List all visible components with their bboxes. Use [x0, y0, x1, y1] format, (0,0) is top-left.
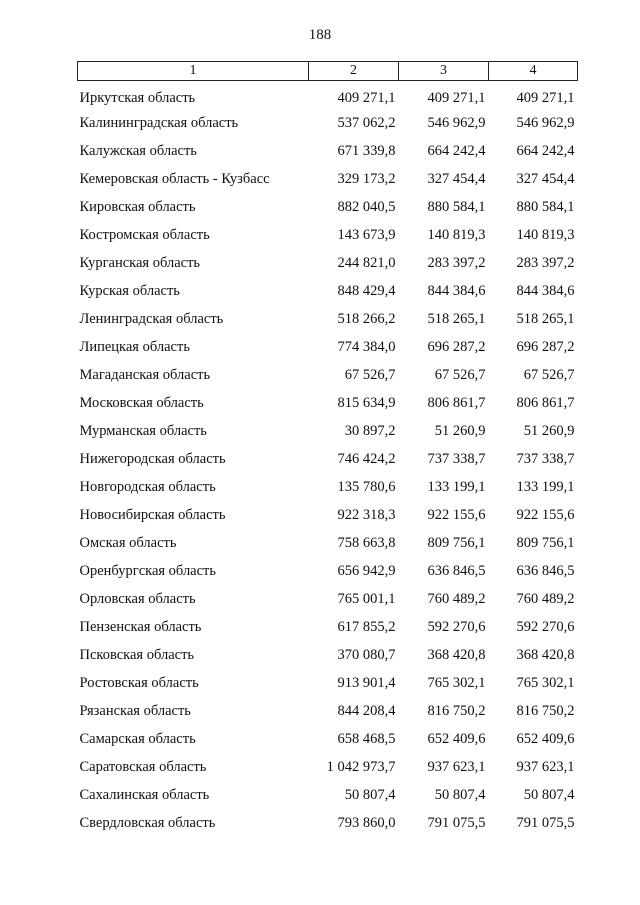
- value-col2-cell: 370 080,7: [337, 647, 396, 663]
- value-col2-cell: 658 468,5: [337, 731, 396, 747]
- value-col4-cell: 50 807,4: [523, 787, 575, 803]
- value-col3-cell: 50 807,4: [434, 787, 486, 803]
- value-col2-cell: 774 384,0: [337, 339, 396, 355]
- value-col4-cell: 816 750,2: [516, 703, 575, 719]
- value-col3-cell: 816 750,2: [427, 703, 486, 719]
- table-row: [78, 641, 578, 669]
- table-row: [78, 809, 578, 837]
- value-col2-cell: 617 855,2: [337, 619, 396, 635]
- value-col4-cell: 67 526,7: [523, 367, 575, 383]
- page-number: 188: [308, 27, 332, 43]
- table-row: [78, 585, 578, 613]
- value-col2-cell: 537 062,2: [337, 115, 396, 131]
- value-col3-cell: 592 270,6: [427, 619, 486, 635]
- value-col2-cell: 518 266,2: [337, 311, 396, 327]
- table-row: [78, 333, 578, 361]
- value-col4-cell: 140 819,3: [516, 227, 575, 243]
- table-row: [78, 361, 578, 389]
- value-col2-cell: 913 901,4: [337, 675, 396, 691]
- value-col3-cell: 922 155,6: [427, 507, 486, 523]
- region-name-cell: Нижегородская область: [79, 451, 226, 467]
- table-row: [78, 501, 578, 529]
- value-col4-cell: 518 265,1: [516, 311, 575, 327]
- region-name-cell: Московская область: [79, 395, 204, 411]
- region-name-cell: Курская область: [79, 283, 180, 299]
- table-row: [78, 473, 578, 501]
- column-header-4: 4: [489, 62, 578, 81]
- value-col4-cell: 636 846,5: [516, 563, 575, 579]
- value-col2-cell: 746 424,2: [337, 451, 396, 467]
- table-row: [78, 137, 578, 165]
- table-row: [78, 109, 578, 137]
- region-name-cell: Липецкая область: [79, 339, 190, 355]
- value-col3-cell: 760 489,2: [427, 591, 486, 607]
- value-col4-cell: 51 260,9: [523, 423, 575, 439]
- region-name-cell: Ростовская область: [79, 675, 199, 691]
- value-col3-cell: 737 338,7: [427, 451, 486, 467]
- value-col2-cell: 793 860,0: [337, 815, 396, 831]
- table-row: [78, 305, 578, 333]
- value-col3-cell: 67 526,7: [434, 367, 486, 383]
- table-row: [78, 221, 578, 249]
- value-col2-cell: 815 634,9: [337, 395, 396, 411]
- table-header: [78, 62, 578, 81]
- value-col4-cell: 327 454,4: [516, 171, 575, 187]
- regions-table: [77, 61, 578, 837]
- value-col4-cell: 409 271,1: [516, 90, 575, 106]
- table-row: [78, 445, 578, 473]
- table-row: [78, 697, 578, 725]
- value-col4-cell: 546 962,9: [516, 115, 575, 131]
- value-col4-cell: 937 623,1: [516, 759, 575, 775]
- value-col4-cell: 809 756,1: [516, 535, 575, 551]
- region-name-cell: Псковская область: [79, 647, 195, 663]
- header-row: [78, 62, 578, 81]
- value-col3-cell: 652 409,6: [427, 731, 486, 747]
- value-col4-cell: 592 270,6: [516, 619, 575, 635]
- value-col3-cell: 664 242,4: [427, 143, 486, 159]
- value-col3-cell: 51 260,9: [434, 423, 486, 439]
- region-name-cell: Ленинградская область: [79, 311, 224, 327]
- region-name-cell: Сахалинская область: [79, 787, 210, 803]
- region-name-cell: Новосибирская область: [79, 507, 226, 523]
- value-col3-cell: 844 384,6: [427, 283, 486, 299]
- value-col4-cell: 696 287,2: [516, 339, 575, 355]
- table-row: [78, 389, 578, 417]
- table-row: [78, 529, 578, 557]
- table-row: [78, 781, 578, 809]
- region-name-cell: Свердловская область: [79, 815, 216, 831]
- value-col4-cell: 652 409,6: [516, 731, 575, 747]
- table-row: [78, 669, 578, 697]
- value-col2-cell: 329 173,2: [337, 171, 396, 187]
- value-col3-cell: 546 962,9: [427, 115, 486, 131]
- region-name-cell: Иркутская область: [79, 90, 196, 106]
- value-col4-cell: 737 338,7: [516, 451, 575, 467]
- region-name-cell: Мурманская область: [79, 423, 207, 439]
- value-col2-cell: 882 040,5: [337, 199, 396, 215]
- region-name-cell: Калужская область: [79, 143, 197, 159]
- table-row: [78, 753, 578, 781]
- region-name-cell: Омская область: [79, 535, 177, 551]
- value-col4-cell: 133 199,1: [516, 479, 575, 495]
- value-col2-cell: 848 429,4: [337, 283, 396, 299]
- value-col4-cell: 664 242,4: [516, 143, 575, 159]
- value-col4-cell: 880 584,1: [516, 199, 575, 215]
- value-col2-cell: 656 942,9: [337, 563, 396, 579]
- value-col4-cell: 283 397,2: [516, 255, 575, 271]
- value-col4-cell: 844 384,6: [516, 283, 575, 299]
- value-col2-cell: 922 318,3: [337, 507, 396, 523]
- value-col2-cell: 1 042 973,7: [326, 759, 396, 775]
- table-row: [78, 417, 578, 445]
- table-row: [78, 81, 578, 110]
- region-name-cell: Пензенская область: [79, 619, 202, 635]
- value-col2-cell: 671 339,8: [337, 143, 396, 159]
- region-name-cell: Орловская область: [79, 591, 196, 607]
- value-col3-cell: 409 271,1: [427, 90, 486, 106]
- value-col3-cell: 140 819,3: [427, 227, 486, 243]
- value-col2-cell: 844 208,4: [337, 703, 396, 719]
- value-col3-cell: 368 420,8: [427, 647, 486, 663]
- region-name-cell: Курганская область: [79, 255, 201, 271]
- table-row: [78, 165, 578, 193]
- value-col2-cell: 409 271,1: [337, 90, 396, 106]
- value-col3-cell: 636 846,5: [427, 563, 486, 579]
- value-col4-cell: 791 075,5: [516, 815, 575, 831]
- region-name-cell: Самарская область: [79, 731, 196, 747]
- value-col2-cell: 50 807,4: [344, 787, 396, 803]
- value-col3-cell: 880 584,1: [427, 199, 486, 215]
- value-col3-cell: 806 861,7: [427, 395, 486, 411]
- value-col3-cell: 133 199,1: [427, 479, 486, 495]
- region-name-cell: Кемеровская область - Кузбасс: [79, 171, 270, 187]
- value-col2-cell: 244 821,0: [337, 255, 396, 271]
- value-col2-cell: 143 673,9: [337, 227, 396, 243]
- column-header-1: 1: [78, 62, 309, 81]
- table-body: [78, 81, 578, 838]
- value-col3-cell: 791 075,5: [427, 815, 486, 831]
- column-header-3: 3: [399, 62, 489, 81]
- value-col4-cell: 922 155,6: [516, 507, 575, 523]
- value-col4-cell: 368 420,8: [516, 647, 575, 663]
- region-name-cell: Новгородская область: [79, 479, 216, 495]
- value-col2-cell: 135 780,6: [337, 479, 396, 495]
- table-row: [78, 193, 578, 221]
- value-col2-cell: 758 663,8: [337, 535, 396, 551]
- value-col3-cell: 765 302,1: [427, 675, 486, 691]
- value-col3-cell: 327 454,4: [427, 171, 486, 187]
- value-col2-cell: 765 001,1: [337, 591, 396, 607]
- region-name-cell: Костромская область: [79, 227, 210, 243]
- value-col3-cell: 809 756,1: [427, 535, 486, 551]
- region-name-cell: Кировская область: [79, 199, 196, 215]
- value-col4-cell: 760 489,2: [516, 591, 575, 607]
- table-row: [78, 249, 578, 277]
- value-col3-cell: 937 623,1: [427, 759, 486, 775]
- value-col2-cell: 30 897,2: [344, 423, 396, 439]
- value-col4-cell: 765 302,1: [516, 675, 575, 691]
- value-col2-cell: 67 526,7: [344, 367, 396, 383]
- region-name-cell: Рязанская область: [79, 703, 191, 719]
- region-name-cell: Магаданская область: [79, 367, 211, 383]
- value-col4-cell: 806 861,7: [516, 395, 575, 411]
- region-name-cell: Оренбургская область: [79, 563, 217, 579]
- table-row: [78, 557, 578, 585]
- column-header-2: 2: [309, 62, 399, 81]
- table-row: [78, 277, 578, 305]
- table-row: [78, 613, 578, 641]
- value-col3-cell: 696 287,2: [427, 339, 486, 355]
- value-col3-cell: 518 265,1: [427, 311, 486, 327]
- region-name-cell: Саратовская область: [79, 759, 207, 775]
- table-row: [78, 725, 578, 753]
- value-col3-cell: 283 397,2: [427, 255, 486, 271]
- region-name-cell: Калининградская область: [79, 115, 239, 131]
